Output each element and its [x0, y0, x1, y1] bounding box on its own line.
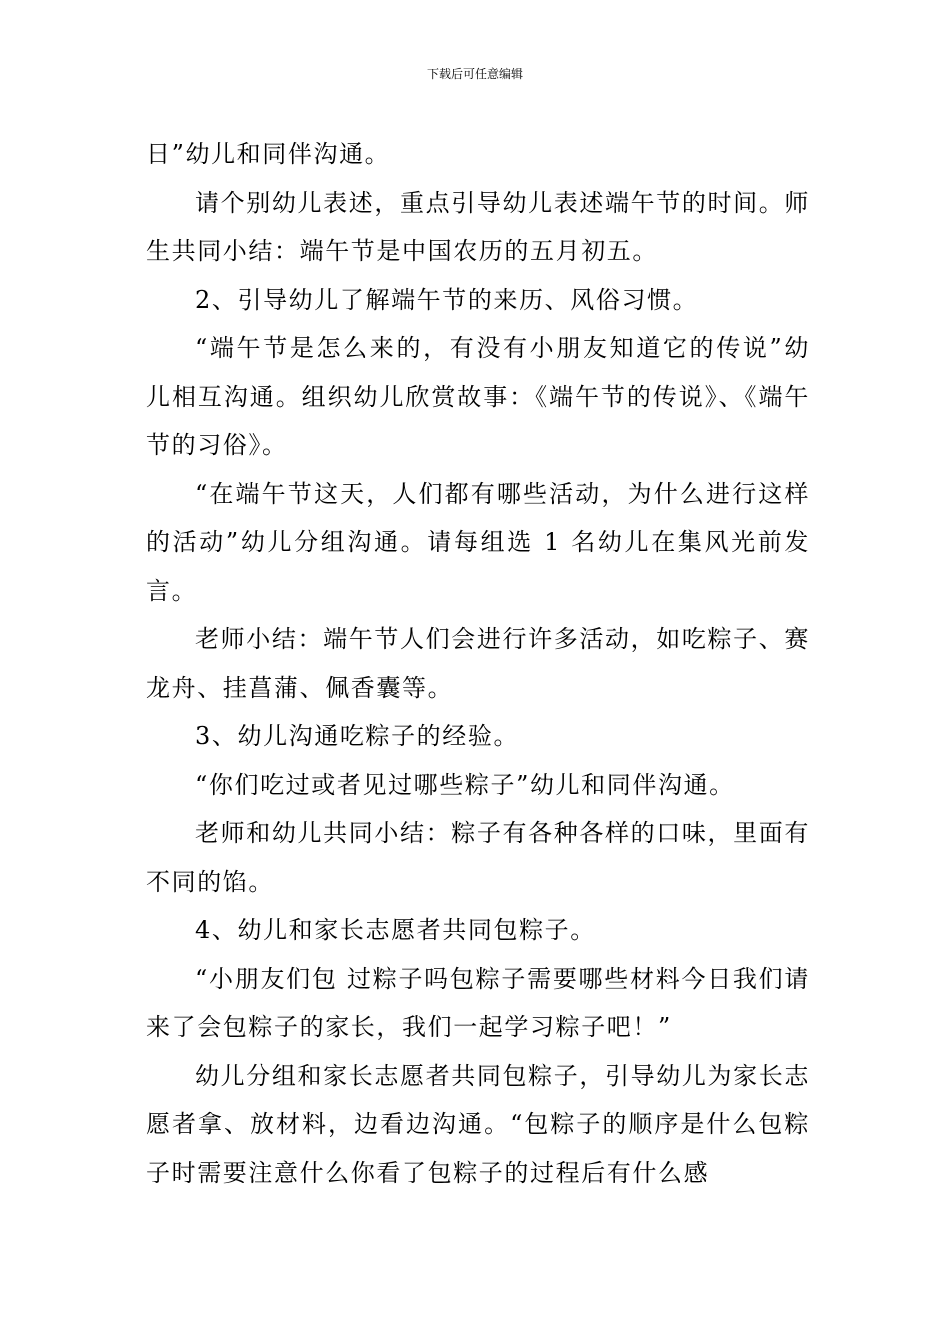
paragraph: 请个别幼儿表述，重点引导幼儿表述端午节的时间。师生共同小结：端午节是中国农历的五月初五。 [146, 188, 810, 265]
paragraph: 3、幼儿沟通吃粽子的经验。 [195, 722, 520, 750]
paragraph: “你们吃过或者见过哪些粽子”幼儿和同伴沟通。 [195, 770, 735, 799]
paragraph: 老师小结：端午节人们会进行许多活动，如吃粽子、赛龙舟、挂菖蒲、佩香囊等。 [146, 625, 810, 702]
page-header: 下载后可任意编辑 [426, 67, 523, 81]
paragraph: 幼儿分组和家长志愿者共同包粽子，引导幼儿为家长志愿者拿、放材料，边看边沟通。“包粽子的顺序是什么包粽子时需要注意什么你看了包粽子的过程后有什么感 [146, 1061, 810, 1187]
paragraph: 2、引导幼儿了解端午节的来历、风俗习惯。 [195, 285, 699, 314]
document-body [146, 130, 810, 1197]
paragraph: 4、幼儿和家长志愿者共同包粽子。 [195, 916, 596, 944]
paragraph: “端午节是怎么来的，有没有小朋友知道它的传说”幼儿相互沟通。组织幼儿欣赏故事：《端午节的传说》、《端午节的习俗》。 [146, 334, 810, 459]
paragraph: 日”幼儿和同伴沟通。 [146, 140, 391, 168]
paragraph: “小朋友们包 过粽子吗包粽子需要哪些材料今日我们请来了会包粽子的家长，我们一起学习粽子吧！” [146, 964, 810, 1041]
paragraph: 老师和幼儿共同小结：粽子有各种各样的口味，里面有不同的馅。 [146, 819, 810, 896]
paragraph: “在端午节这天，人们都有哪些活动，为什么进行这样的活动”幼儿分组沟通。请每组选 1 名幼儿在集风光前发言。 [146, 479, 810, 605]
